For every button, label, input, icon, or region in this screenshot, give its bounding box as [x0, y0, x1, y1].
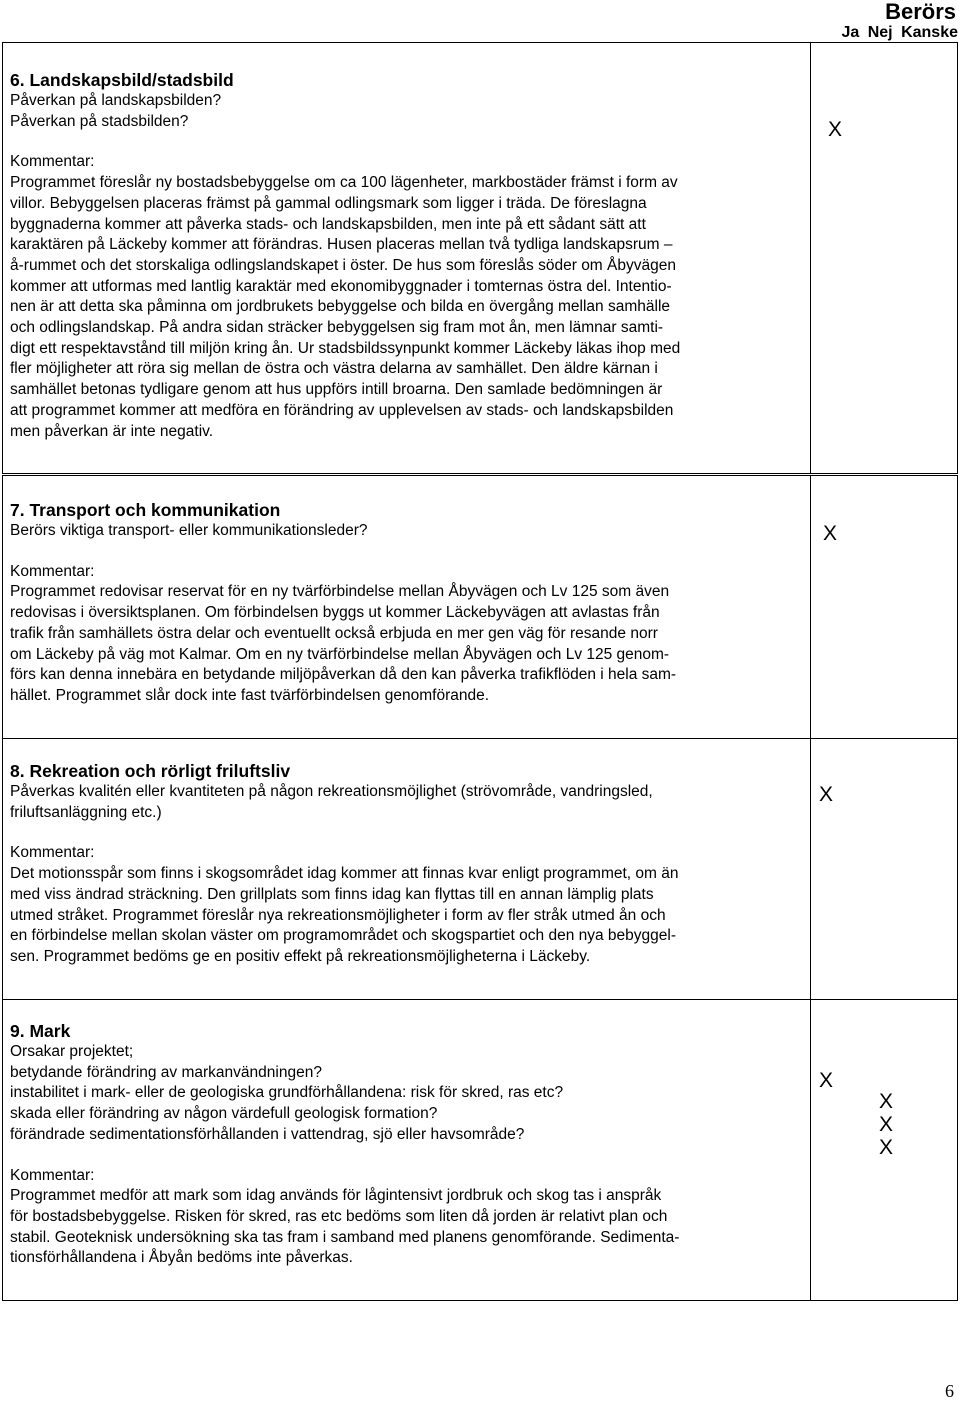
section-8-question: friluftsanläggning etc.) [10, 803, 162, 821]
section-9-content [10, 1021, 805, 1269]
section-8-comment [10, 864, 805, 968]
section-6-comment [10, 173, 805, 442]
section-9-row [2, 999, 958, 1301]
comment-line: och odlingslandskap. På andra sidan sträcker bebyggelsen sig fram mot ån, men lämnar samti- [10, 319, 664, 337]
comment-line: Programmet föreslår ny bostadsbebyggelse om ca 100 lägenheter, markbostäder främst i form av [10, 174, 678, 192]
comment-line: redovisas i översiktsplanen. Om förbindelsen byggs ut kommer Läckebyvägen att avlastas från [10, 604, 660, 622]
comment-line: Programmet medför att mark som idag används för lågintensivt jordbruk och skog tas i anspråk [10, 1187, 662, 1205]
comment-line: å-rummet och det storskaliga odlingslandskapet i öster. De hus som föreslås söder om Åbyvägen [10, 256, 676, 274]
assessment-column-divider [810, 42, 811, 474]
section-9-title: 9. Mark [10, 1021, 71, 1041]
section-7-comment [10, 582, 805, 706]
comment-line: Det motionsspår som finns i skogsområdet idag kommer att finnas kvar enligt programmet, om än [10, 865, 679, 883]
section-6-content [10, 70, 805, 442]
section-6-question: Påverkan på stadsbilden? [10, 112, 189, 130]
section-8-row [2, 738, 958, 1000]
comment-line: nen är att detta ska påminna om jordbrukets bebyggelse och bilda en övergång mellan samhälle [10, 298, 671, 316]
comment-line: hället. Programmet slår dock inte fast tvärförbindelsen genomförande. [10, 686, 490, 704]
section-9-question: Orsakar projektet; [10, 1043, 134, 1060]
comment-line: kommer att utformas med lantlig karaktär med ekonomibyggnader i tomternas östra del. Intentio- [10, 277, 672, 295]
comment-label: Kommentar: [10, 562, 95, 580]
section-7-content [10, 500, 805, 707]
comment-line: att programmet kommer att medföra en förändring av upplevelsen av stads- och landskapsbilden [10, 401, 674, 419]
comment-line: byggnaderna kommer att påverka stads- och landskapsbilden, men inte på ett sådant sätt att [10, 215, 646, 233]
page-number: 6 [945, 1381, 954, 1401]
comment-line: stabil. Geoteknisk undersökning ska tas fram i samband med planens genomförande. Sedimenta- [10, 1228, 680, 1246]
assessment-column-divider [810, 999, 811, 1301]
section-9-question: betydande förändring av markanvändningen? [10, 1063, 322, 1081]
comment-line: om Läckeby på väg mot Kalmar. Om en ny tvärförbindelse mellan Åbyvägen och Lv 125 genom- [10, 645, 670, 663]
comment-line: samhället betonas tydligare genom att hus uppförs intill broarna. Den samlade bedömningen är [10, 381, 663, 399]
comment-line: men påverkan är inte negativ. [10, 422, 214, 440]
assessment-column-divider [810, 475, 811, 739]
section-7-row [2, 475, 958, 739]
section-6-title: 6. Landskapsbild/stadsbild [10, 70, 234, 90]
mark-ja: X [819, 783, 834, 806]
section-7-title: 7. Transport och kommunikation [10, 500, 281, 520]
section-9-question: skada eller förändring av någon värdefull geologisk formation? [10, 1105, 438, 1123]
mark-kanske: X [879, 1113, 894, 1136]
comment-line: sen. Programmet bedöms ge en positiv effekt på rekreationsmöjligheterna i Läckeby. [10, 947, 591, 965]
comment-line: med viss ändrad sträckning. Den grillplats som finns idag kan flyttas till en annan lämplig plats [10, 885, 654, 903]
mark-ja: X [828, 118, 843, 141]
comment-line: en förbindelse mellan skolan väster om programområdet och skogspartiet och den nya bebyggel- [10, 927, 677, 945]
comment-line: utmed stråket. Programmet föreslår nya rekreationsmöjligheter i form av fler stråk utmed ån och [10, 906, 666, 924]
section-7-question: Berörs viktiga transport- eller kommunikationsleder? [10, 522, 368, 539]
section-9-question: förändrade sedimentationsförhållanden i vattendrag, sjö eller havsområde? [10, 1125, 525, 1143]
comment-line: för bostadsbebyggelse. Risken för skred, ras etc bedöms som liten då jorden är relativt plan och [10, 1207, 668, 1225]
section-8-question: Påverkas kvalitén eller kvantiteten på någon rekreationsmöjlighet (strövområde, vandringsled, [10, 783, 653, 800]
comment-label: Kommentar: [10, 844, 95, 862]
comment-label: Kommentar: [10, 153, 95, 171]
comment-line: tionsförhållandena i Åbyån bedöms inte påverkas. [10, 1249, 353, 1267]
comment-line: Programmet redovisar reservat för en ny tvärförbindelse mellan Åbyvägen och Lv 125 som även [10, 583, 670, 601]
section-6-question: Påverkan på landskapsbilden? [10, 92, 222, 109]
mark-ja: X [823, 522, 838, 545]
berors-heading: Berörs [885, 0, 956, 24]
comment-line: förs kan denna innebära en betydande miljöpåverkan då den kan påverka trafikflöden i hela sam- [10, 666, 677, 684]
comment-line: villor. Bebyggelsen placeras främst på gammal odlingsmark som ligger i träda. De föreslagna [10, 194, 647, 212]
mark-kanske: X [879, 1090, 894, 1113]
section-9-comment [10, 1186, 805, 1269]
comment-label: Kommentar: [10, 1166, 95, 1184]
comment-line: digt ett respektavstånd till miljön kring ån. Ur stadsbildssynpunkt kommer Läckeby läkas ihop med [10, 339, 681, 357]
comment-line: trafik från samhällets östra delar och eventuellt också erbjuda en mer gen väg för resande norr [10, 624, 658, 642]
comment-line: fler möjligheter att röra sig mellan de östra och västra delarna av samhället. Den äldre kärnan i [10, 360, 658, 378]
mark-ja: X [819, 1069, 834, 1092]
ja-nej-kanske-heading: Ja Nej Kanske [841, 24, 958, 41]
section-8-title: 8. Rekreation och rörligt friluftsliv [10, 761, 291, 781]
assessment-column-divider [810, 738, 811, 1000]
section-6-row [2, 42, 958, 474]
mark-kanske: X [879, 1136, 894, 1159]
comment-line: karaktären på Läckeby kommer att förändras. Husen placeras mellan två tydliga landskapsrum – [10, 236, 673, 254]
section-9-question: instabilitet i mark- eller de geologiska grundförhållandena: risk för skred, ras etc? [10, 1084, 564, 1102]
column-header [800, 0, 960, 42]
section-8-content [10, 761, 805, 968]
